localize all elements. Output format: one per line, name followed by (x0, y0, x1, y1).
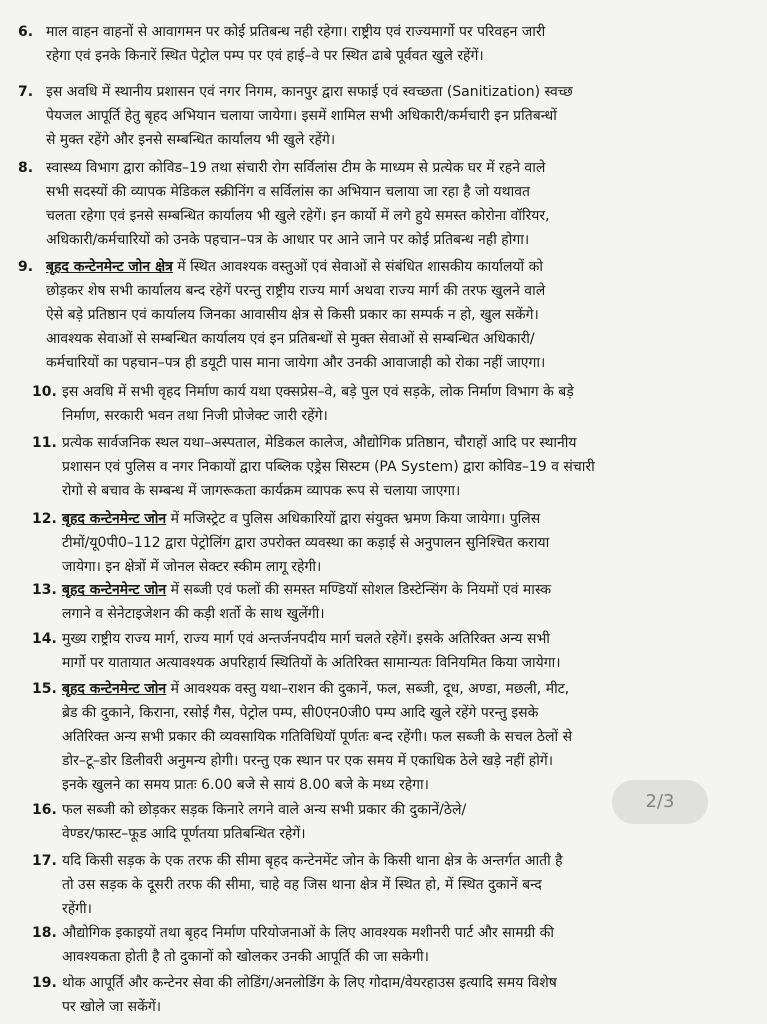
clause-line: रहेगा एवं इनके किनारें स्थित पेट्रोल पम्प पर एवं हाई–वे पर स्थित ढाबे पूर्ववत खुले रहेंगें। (46, 48, 484, 64)
clause-line: कर्मचारियों का पहचान–पत्र ही डयूटी पास माना जायेगा और उनकी आवाजाही को रोका नहीं जाएगा। (46, 355, 546, 371)
clause-line: रहेंगी। (62, 901, 92, 917)
clause-line-text: में स्थित आवश्यक वस्तुओं एवं सेवाओं से संबंधित शासकीय कार्यालयों को (172, 259, 544, 275)
clause-line: मार्गो पर यातायात अत्यावश्यक अपरिहार्य स्थितियों के अतिरिक्त सामान्यतः विनियमित किया जायेगा। (62, 655, 561, 671)
clause-line: छोड़कर शेष सभी कार्यालय बन्द रहेगें परन्तु राष्ट्रीय राज्य मार्ग अथवा राज्य मार्ग की तरफ खुलने वाले (46, 283, 546, 299)
clause-number: 9. (18, 259, 34, 275)
clause-lead-heading: बृहद कन्टेनमेन्ट जोन (62, 681, 167, 697)
clause-line: से मुक्त रहेंगे और इनसे सम्बन्धित कार्यालय भी खुले रहेंगे। (46, 132, 336, 148)
clause-line: वेण्डर/फास्ट–फूड आदि पूर्णतया प्रतिबन्धित रहेगें। (62, 826, 306, 842)
clause-number: 18. (32, 925, 57, 941)
clause-line: इनके खुलने का समय प्रातः 6.00 बजे से सायं 8.00 बजे के मध्य रहेगा। (62, 777, 429, 793)
clause-line: जायेगा। इन क्षेत्रों में जोनल सेक्टर स्कीम लागू रहेगी। (62, 559, 322, 575)
clause-line: मुख्य राष्ट्रीय राज्य मार्ग, राज्य मार्ग एवं अन्तर्जनपदीय मार्ग चलते रहेगें। इसके अतिरिक्त अन्य सभी (62, 631, 550, 647)
clause-number: 15. (32, 681, 57, 697)
clause-line: प्रशासन एवं पुलिस व नगर निकायों द्वारा पब्लिक एड्रेस सिस्टम (PA System) द्वारा कोविड–19 व संचारी (62, 459, 595, 475)
clause-lead-heading: बृहद कन्टेनमेन्ट जोन (62, 511, 167, 527)
clause-line: यदि किसी सड़क के एक तरफ की सीमा बृहद कन्टेनमेंट जोन के किसी थाना क्षेत्र के अन्तर्गत आती है (62, 853, 563, 869)
clause-line: अतिरिक्त अन्य सभी प्रकार की व्यवसायिक गतिविधियॉ पूर्णतः बन्द रहेंगी। फल सब्जी के सचल ठेलों से (62, 729, 573, 745)
clause-line-text: में सब्जी एवं फलों की समस्त मण्डियॉ सोशल डिस्टेन्सिंग के नियमों एवं मास्क (166, 582, 552, 598)
clause-number: 11. (32, 435, 57, 451)
clause-number: 7. (18, 84, 34, 100)
clause-line: औद्योगिक इकाइयों तथा बृहद निर्माण परियोजनाओं के लिए आवश्यक मशीनरी पार्ट और सामग्री की (62, 925, 555, 941)
clause-lead-heading: बृहद कन्टेनमेन्ट जोन (62, 582, 167, 598)
clause-line: पर खोले जा सकेंगें। (62, 999, 162, 1015)
clause-line: माल वाहन वाहनों से आवागमन पर कोई प्रतिबन्ध नही रहेगा। राष्ट्रीय एवं राज्यमार्गो पर परिवहन जारी (46, 24, 546, 40)
clause-number: 17. (32, 853, 57, 869)
clause-line: डोर–टू–डोर डिलीवरी अनुमन्य होगी। परन्तु एक स्थान पर एक समय में एकाधिक ठेले खड़े नहीं होगें। (62, 753, 554, 769)
page-indicator: 2/3 (612, 780, 708, 824)
clause-number: 6. (18, 24, 34, 40)
clause-number: 8. (18, 160, 34, 176)
clause-line: आवश्यक सेवाओं से सम्बन्धित कार्यालय एवं इन प्रतिबन्धों से मुक्त सेवाओं से सम्बन्धित अधिकारी/ (46, 331, 535, 347)
clause-number: 13. (32, 582, 57, 598)
clause-line: सभी सदस्यों की व्यापक मेडिकल स्क्रीनिंग व सर्विलांस का अभियान चलाया जा रहा है जो यथावत (46, 184, 530, 200)
clause-number: 10. (32, 384, 57, 400)
clause-line: टीमों/यू0पी0–112 द्वारा पेट्रोलिंग द्वारा उपरोक्त व्यवस्था का कड़ाई से अनुपालन सुनिश्चित कराया (62, 535, 550, 551)
clause-line: आवश्यकता होती है तो दुकानों को खोलकर उनकी आपूर्ति की जा सकेगी। (62, 949, 429, 965)
clause-line (62, 679, 569, 699)
clause-number: 12. (32, 511, 57, 527)
clause-line: फल सब्जी को छोड़कर सड़क किनारे लगने वाले अन्य सभी प्रकार की दुकानें/ठेले/ (62, 802, 467, 818)
clause-line: प्रत्येक सार्वजनिक स्थल यथा–अस्पताल, मेडिकल कालेज, औद्योगिक प्रतिष्ठान, चौराहों आदि पर स्थानीय (62, 435, 577, 451)
clause-line: इस अवधि में सभी वृहद निर्माण कार्य यथा एक्सप्रेस–वे, बड़े पुल एवं सड़के, लोक निर्माण विभाग के बड़े (62, 384, 574, 400)
clause-number: 14. (32, 631, 57, 647)
clause-line: ऐसे बड़े प्रतिष्ठान एवं कार्यालय जिनका आवासीय क्षेत्र से किसी प्रकार का सम्पर्क न हो, खुल सकेंगे। (46, 307, 539, 323)
clause-line-text: में आवश्यक वस्तु यथा–राशन की दुकानें, फल, सब्जी, दूध, अण्डा, मछली, मीट, (166, 681, 570, 697)
clause-line: थोक आपूर्ति और कन्टेनर सेवा की लोडिंग/अनलोडिंग के लिए गोदाम/वेयरहाउस इत्यादि समय विशेष (62, 975, 557, 991)
clause-line: इस अवधि में स्थानीय प्रशासन एवं नगर निगम, कानपुर द्वारा सफाई एवं स्वच्छता (Sanitization) स्वच्छ (46, 84, 573, 100)
clause-line (46, 257, 543, 277)
clause-line: चलता रहेगा एवं इनसे सम्बन्धित कार्यालय भी खुले रहेगें। इन कार्यो में लगे हुये समस्त कोरोना वॉरियर, (46, 208, 550, 224)
clause-line (62, 509, 540, 529)
clause-line (62, 580, 551, 600)
clause-line: पेयजल आपूर्ति हेतु बृहद अभियान चलाया जायेगा। इसमें शामिल सभी अधिकारी/कर्मचारी इन प्रतिबन्धों (46, 108, 557, 124)
clause-line: लगाने व सेनेटाइजेशन की कड़ी शर्तो के साथ खुलेंगी। (62, 606, 325, 622)
clause-line: निर्माण, सरकारी भवन तथा निजी प्रोजेक्ट जारी रहेंगे। (62, 408, 328, 424)
clause-line: रोगो से बचाव के सम्बन्ध में जागरूकता कार्यक्रम व्यापक रूप से चलाया जाएगा। (62, 483, 461, 499)
clause-number: 19. (32, 975, 57, 991)
clause-number: 16. (32, 802, 57, 818)
clause-line-text: में मजिस्ट्रेट व पुलिस अधिकारियों द्वारा संयुक्त भ्रमण किया जायेगा। पुलिस (166, 511, 541, 527)
clause-line: तो उस सड़क के दूसरी तरफ की सीमा, चाहे वह जिस थाना क्षेत्र में स्थित हो, में स्थित दुकानें बन्द (62, 877, 542, 893)
clause-line: ब्रेड की दुकाने, किराना, रसोई गैस, पेट्रोल पम्प, सी0एन0जी0 पम्प आदि खुले रहेंगे परन्तु इसके (62, 705, 539, 721)
clause-line: स्वास्थ्य विभाग द्वारा कोविड–19 तथा संचारी रोग सर्विलांस टीम के माध्यम से प्रत्येक घर में रहने वाले (46, 160, 546, 176)
clause-lead-heading: बृहद कन्टेनमेन्ट जोन क्षेत्र (46, 259, 173, 275)
clause-line: अधिकारी/कर्मचारियों को उनके पहचान–पत्र के आधार पर आने जाने पर कोई प्रतिबन्ध नही होगा। (46, 232, 530, 248)
